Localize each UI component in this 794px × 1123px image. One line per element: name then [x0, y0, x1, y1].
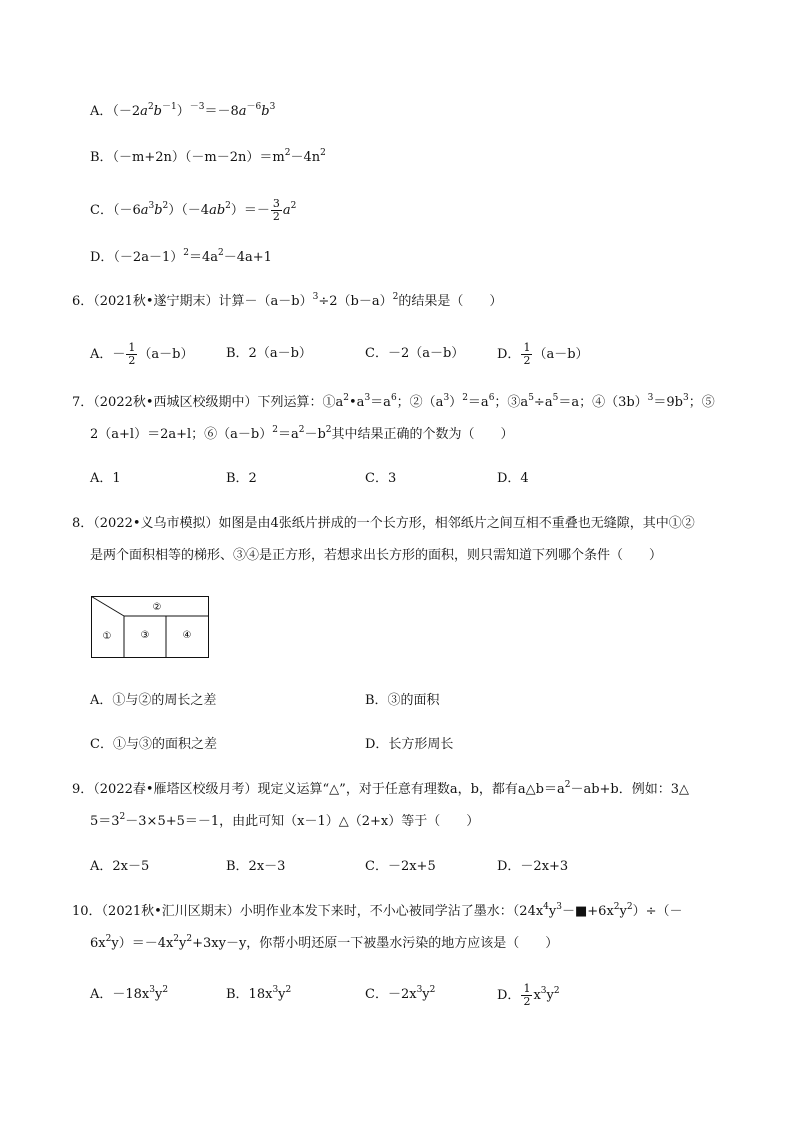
fraction: $\frac{1}{2}$ [523, 341, 531, 367]
q6-option-d: D． $\frac{1}{2}$ （a－b） [497, 341, 589, 367]
q7-option-b: B．2 [226, 471, 257, 486]
fraction: $\frac{1}{2}$ [128, 341, 136, 367]
q6-option-a: A．－ $\frac{1}{2}$ （a－b） [90, 341, 194, 367]
rectangle-figure [91, 596, 209, 658]
q10-option-a: A．$-18x^3y^2$ [90, 985, 169, 1002]
q9-option-b: B．2x－3 [226, 859, 286, 874]
q8-stem-line2: 是两个面积相等的梯形、③④是正方形，若想求出长方形的面积，则只需知道下列哪个条件（ ） [90, 548, 663, 563]
q7-option-a: A．1 [90, 471, 121, 486]
figure-label-3: ③ [140, 630, 150, 641]
figure-label-4: ④ [182, 630, 192, 641]
q8-option-b: B．③的面积 [365, 693, 440, 708]
fraction: $\frac{3}{2}$ [272, 197, 280, 223]
q8-option-c: C．①与③的面积之差 [90, 737, 217, 752]
q7-option-d: D．4 [497, 471, 529, 486]
q8-option-d: D．长方形周长 [365, 737, 454, 752]
q7-option-c: C．3 [365, 471, 397, 486]
q5-option-d: D．$(-2a-1)^2=4a^2-4a+1$ [90, 248, 272, 265]
q9-option-c: C．－2x+5 [365, 859, 436, 874]
figure-label-1: ① [102, 631, 112, 642]
fraction: $\frac{1}{2}$ [523, 982, 531, 1008]
q9-stem-line2: $5=3^2-3\times 5+5=-1$，由此可知（x－1）△（2+x）等于（ ） [90, 812, 480, 829]
q9-option-a: A．2x－5 [90, 859, 150, 874]
q10-option-d: D． $\frac{1}{2}$ $x^3y^2$ [497, 982, 560, 1008]
q7-stem-line1: 7．（2022秋•西城区校级期中）下列运算：$①a^2•a^3=a^6$；$②(a^3)^2=a^6$；$③a^5\div a^5=a$；$④(3b)^3=9b^3$；⑤ [72, 393, 715, 410]
q9-option-d: D．－2x+3 [497, 859, 569, 874]
q6-stem: 6．（2021秋•遂宁期末）计算$-(a-b)^3\div 2(b-a)^2$的结果是（ ） [72, 292, 503, 309]
q10-stem-line2: $6x^2y)=-4x^2y^2+3xy-y$，你帮小明还原一下被墨水污染的地方应该是（ ） [90, 934, 559, 951]
q10-stem-line1: 10．（2021秋•汇川区期末）小明作业本发下来时，不小心被同学沾了墨水：$(24x^4y^3-■+6x^2y^2)\div(-$ [72, 902, 683, 919]
q6-option-b: B．2（a－b） [226, 346, 312, 361]
figure-label-2: ② [152, 602, 162, 613]
q5-option-b: B．$(-m+2n)(-m-2n)=m^2-4n^2$ [90, 148, 326, 165]
q5-option-a: A．$(-2a^2b^{-1})^{-3}=-8a^{-6}b^3$ [90, 102, 276, 119]
q7-stem-line2: 2（a+l）＝2a+l；$⑥(a-b)^2=a^2-b^2$其中结果正确的个数为（ ） [90, 425, 514, 442]
q10-option-b: B．$18x^3y^2$ [226, 985, 292, 1002]
q8-option-a: A．①与②的周长之差 [90, 693, 217, 708]
q8-stem-line1: 8．（2022•义乌市模拟）如图是由4张纸片拼成的一个长方形，相邻纸片之间互相不重叠也无缝隙，其中①② [72, 516, 695, 531]
q6-option-c: C．－2（a－b） [365, 346, 465, 361]
q9-stem-line1: 9．（2022春•雁塔区校级月考）现定义运算“△”，对于任意有理数a，b，都有$a\triangle b=a^2-ab+b$．例如：3△ [72, 780, 690, 797]
q5-option-c: C．$(-6a^3b^2)(-4ab^2)=-$ $\frac{3}{2}$ $a^2$ [90, 197, 297, 223]
q10-option-c: C．$-2x^3y^2$ [365, 985, 436, 1002]
